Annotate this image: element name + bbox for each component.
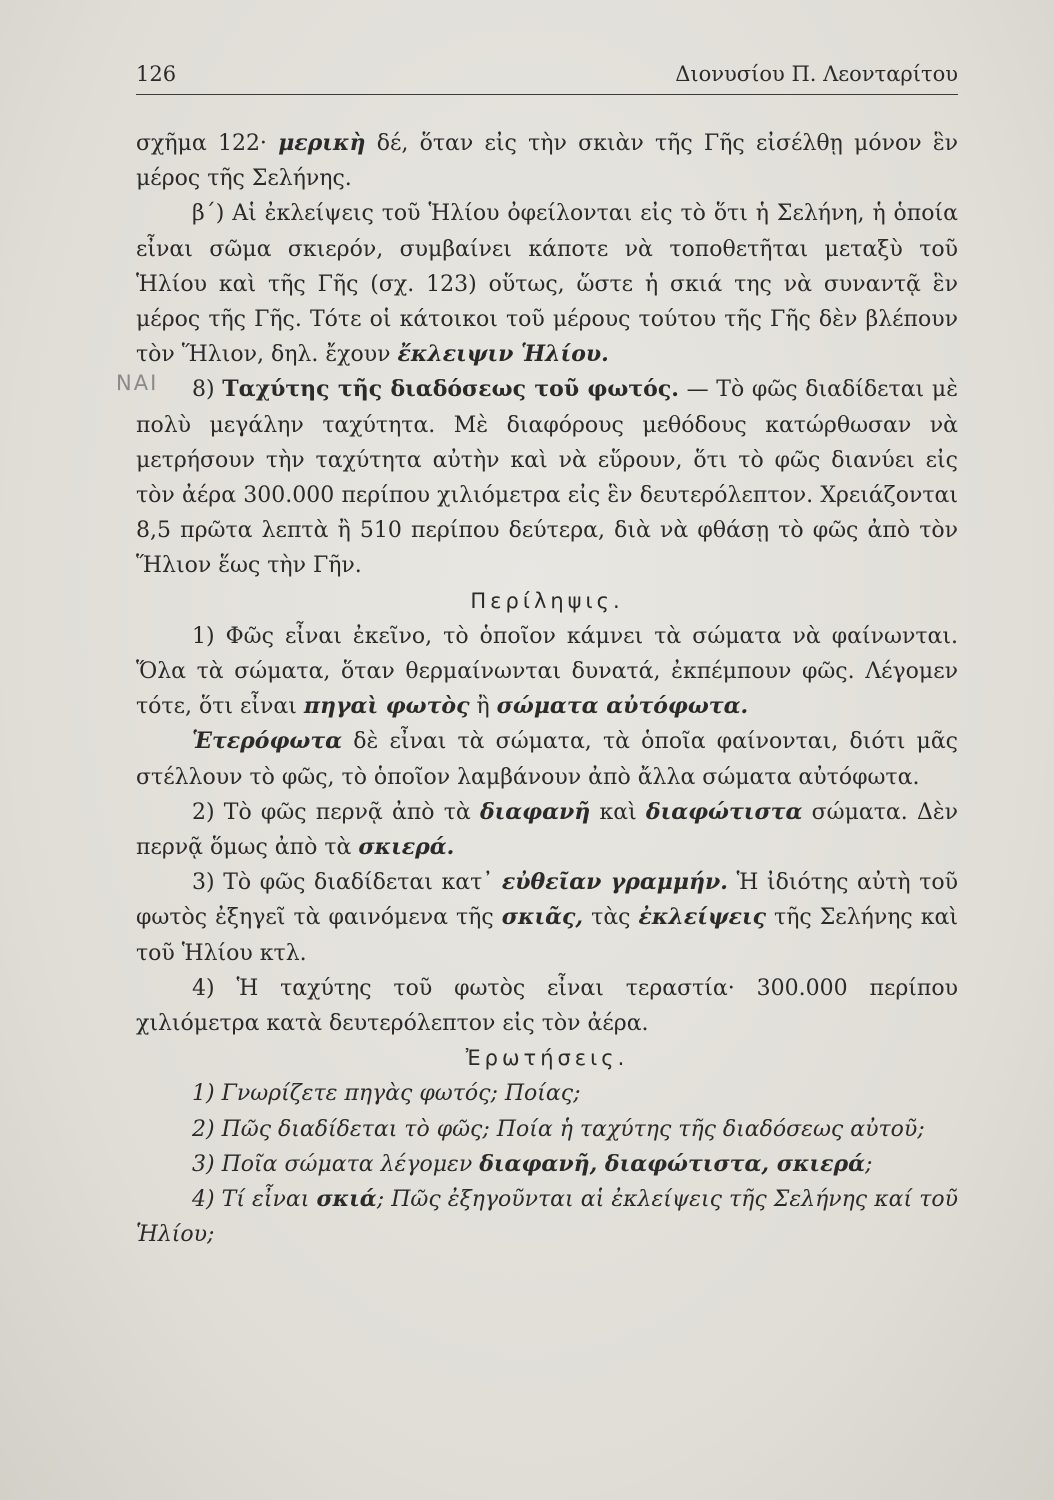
summary-item-2: 2) Τὸ φῶς περνᾷ ἀπὸ τὰ διαφανῆ καὶ διαφώτιστα σώματα. Δὲν περνᾷ ὅμως ἀπὸ τὰ σκιερά. bbox=[136, 798, 959, 861]
page-header bbox=[136, 60, 958, 95]
questions-heading: Ἐρωτήσεις. bbox=[465, 1046, 629, 1071]
running-head-author: Διονυσίου Π. Λεονταρίτου bbox=[675, 62, 958, 86]
paragraph-partial-lunar-eclipse: σχῆμα 122· μερικὴ δέ, ὅταν εἰς τὴν σκιὰν τῆς Γῆς εἰσέλθῃ μόνον ἓν μέρος τῆς Σελήνης. bbox=[136, 130, 959, 192]
question-3: 3) Ποῖα σώματα λέγομεν διαφανῆ, διαφώτιστα, σκιερά; bbox=[192, 1150, 873, 1177]
page-number: 126 bbox=[136, 62, 177, 86]
section-heading-speed-of-light: Ταχύτης τῆς διαδόσεως τοῦ φωτός. bbox=[222, 376, 679, 403]
page-body bbox=[136, 126, 958, 1253]
questions-list bbox=[136, 1076, 958, 1252]
margin-handwritten-note: ΝΑΙ bbox=[116, 371, 159, 395]
summary-item-1: 1) Φῶς εἶναι ἐκεῖνο, τὸ ὁποῖον κάμνει τὰ σώματα νὰ φαίνωνται. Ὅλα τὰ σώματα, ὅταν θερμαίνωνται δυνατά, ἐκπέμπουν φῶς. Λέγομεν τότε, ὅτι εἶναι πηγαὶ φωτὸς ἢ σώματα αὐτόφωτα. bbox=[136, 623, 958, 720]
summary-item-3: 3) Τὸ φῶς διαδίδεται κατ᾽ εὐθεῖαν γραμμήν. Ἡ ἰδιότης αὐτὴ τοῦ φωτὸς ἐξηγεῖ τὰ φαινόμενα τῆς σκιᾶς, τὰς ἐκλείψεις τῆς Σελήνης καὶ τοῦ Ἡλίου κτλ. bbox=[136, 869, 958, 966]
question-2: 2) Πῶς διαδίδεται τὸ φῶς; Ποία ἡ ταχύτης τῆς διαδόσεως αὐτοῦ; bbox=[192, 1116, 925, 1142]
paragraph-solar-eclipse: β΄) Αἱ ἐκλείψεις τοῦ Ἡλίου ὀφείλονται εἰς τὸ ὅτι ἡ Σελήνη, ἡ ὁποία εἶναι σῶμα σκιερόν, συμβαίνει κάποτε νὰ τοποθετῆται μεταξὺ τοῦ Ἡλίου καὶ τῆς Γῆς (σχ. 123) οὕτως, ὥστε ἡ σκιά της νὰ συναντᾷ ἓν μέρος τῆς Γῆς. Τότε οἱ κάτοικοι τοῦ μέρους τούτου τῆς Γῆς δὲν βλέπουν τὸν Ἥλιον, δηλ. ἔχουν ἔκλειψιν Ἡλίου. bbox=[136, 201, 958, 368]
question-4: 4) Τί εἶναι σκιά; Πῶς ἐξηγοῦνται αἱ ἐκλείψεις τῆς Σελήνης καί τοῦ Ἡλίου; bbox=[136, 1186, 959, 1248]
paragraph-speed-of-light: 8) Ταχύτης τῆς διαδόσεως τοῦ φωτός. — Τὸ φῶς διαδίδεται μὲ πολὺ μεγάλην ταχύτητα. Μὲ διαφόρους μεθόδους κατώρθωσαν νὰ μετρήσουν τὴν ταχύτητα αὐτὴν καὶ νὰ εὕρουν, ὅτι τὸ φῶς διανύει εἰς τὸν ἀέρα 300.000 περίπου χιλιόμετρα εἰς ἓν δευτερόλεπτον. Χρειάζονται 8,5 πρῶτα λεπτὰ ἢ 510 περίπου δεύτερα, διὰ νὰ φθάσῃ τὸ φῶς ἀπὸ τὸν Ἥλιον ἕως τὴν Γῆν. bbox=[136, 376, 958, 579]
question-1: 1) Γνωρίζετε πηγὰς φωτός; Ποίας; bbox=[192, 1081, 581, 1107]
summary-item-4: 4) Ἡ ταχύτης τοῦ φωτὸς εἶναι τεραστία· 300.000 περίπου χιλιόμετρα κατὰ δευτερόλεπτον εἰς τὸν ἀέρα. bbox=[136, 975, 958, 1037]
summary-heading: Περίληψις. bbox=[470, 588, 624, 613]
summary-item-1b: Ἑτερόφωτα δὲ εἶναι τὰ σώματα, τὰ ὁποῖα φαίνονται, διότι μᾶς στέλλουν τὸ φῶς, τὸ ὁποῖον λαμβάνουν ἀπὸ ἄλλα σώματα αὐτόφωτα. bbox=[136, 728, 958, 790]
